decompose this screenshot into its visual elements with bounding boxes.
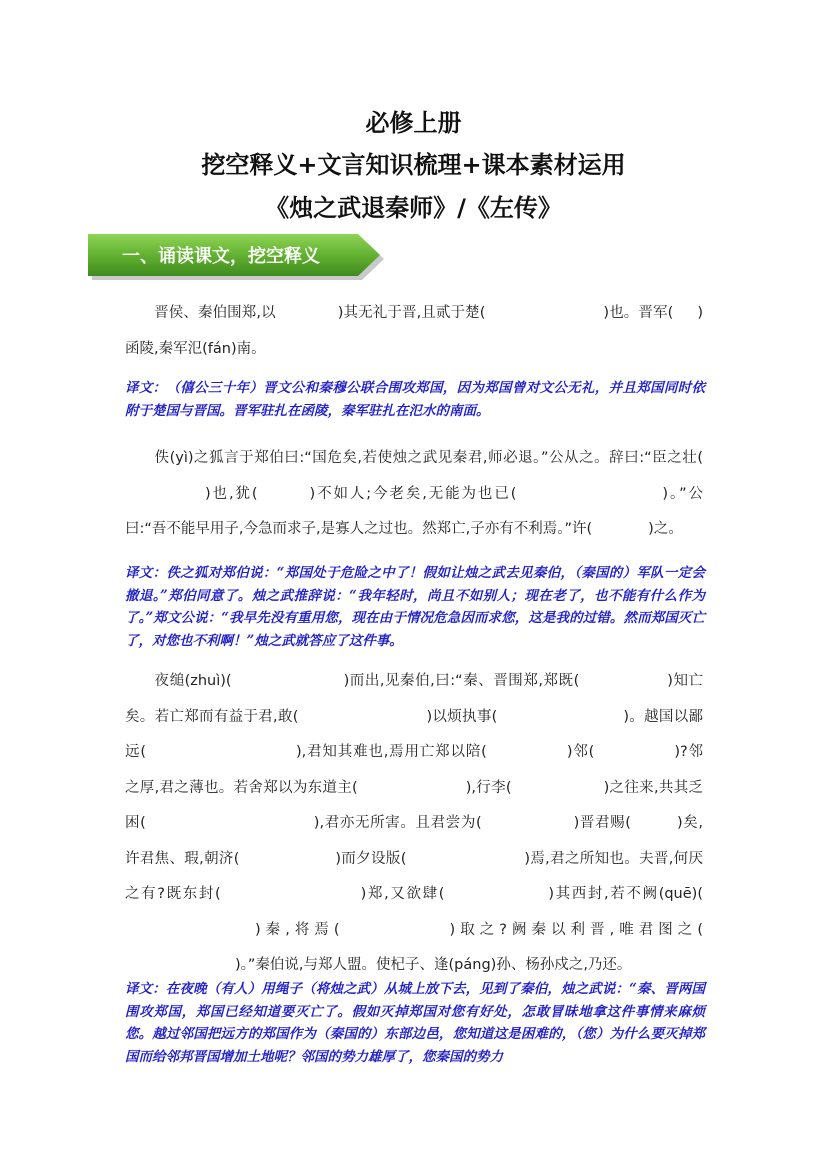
translation-1: 译文：（僖公三十年）晋文公和秦穆公联合围攻郑国，因为郑国曾对文公无礼，并且郑国同时依附于楚国与晋国。晋军驻扎在函陵，秦军驻扎在氾水的南面。: [125, 380, 705, 419]
translation-3: 译文：在夜晚（有人）用绳子（将烛之武）从城上放下去，见到了秦伯，烛之武说：“秦、晋两国围攻郑国，郑国已经知道要灭亡了。假如灭掉郑国对您有好处，怎敢冒昧地拿这件事情来麻烦您。越过邻国把远方的郑国作为（秦国的）东部边邑，您知道这是困难的，（您）为什么要灭掉郑国而给邻邦晋国增加土地呢？邻国的势力雄厚了，您秦国的势力: [125, 981, 705, 1065]
page-title-subject: 挖空释义+文言知识梳理+课本素材运用: [201, 151, 626, 179]
page-title-text: 《烛之武退秦师》/《左传》: [265, 194, 562, 222]
passage-paragraph-1: 晋侯、秦伯围郑,以 )其无礼于晋,且贰于楚( )也。晋军( )函陵,秦军氾(fán)南。: [125, 305, 703, 357]
translation-2: 译文：佚之狐对郑伯说：“郑国处于危险之中了！假如让烛之武去见秦伯，（秦国的）军队一定会撤退。”郑伯同意了。烛之武推辞说：“我年轻时，尚且不如别人；现在老了，也不能有什么作为了。”郑文公说：“我早先没有重用您，现在由于情况危急因而求您，这是我的过错。然而郑国灭亡了，对您也不利啊！”烛之武就答应了这件事。: [125, 565, 705, 649]
page-title-volume: 必修上册: [365, 109, 462, 137]
passage-paragraph-2: 佚(yì)之狐言于郑伯曰:“国危矣,若使烛之武见秦君,师必退。”公从之。辞曰:“臣之壮()也,犹( )不如人;今老矣,无能为也已( )。”公曰:“吾不能早用子,今急而求子,是寡人之过也。然郑亡,子亦有不利焉。”许( )之。: [125, 450, 703, 537]
section-banner: [88, 232, 388, 282]
section-heading: 一、诵读课文，挖空释义: [122, 246, 320, 267]
passage-paragraph-3: 夜缒(zhuì)( )而出,见秦伯,曰:“秦、晋围郑,郑既( )知亡矣。若亡郑而有益于君,敢( )以烦执事( )。越国以鄙远( ),君知其难也,焉用亡郑以陪( )邻( )?邻之厚,君之薄也。若舍郑以为东道主( ),行李( )之往来,共其乏困( ),君亦无所害。且君尝为( )晋君赐( )矣,许君焦、瑕,朝济( )而夕设版( )焉,君之所知也。夫晋,何厌之有?既东封( )郑,又欲肆( )其西封,若不阙(quē)()秦,将焉( )取之?阙秦以利晋,唯君图之()。”秦伯说,与郑人盟。使杞子、逢(páng)孙、杨孙戍之,乃还。: [125, 673, 704, 973]
